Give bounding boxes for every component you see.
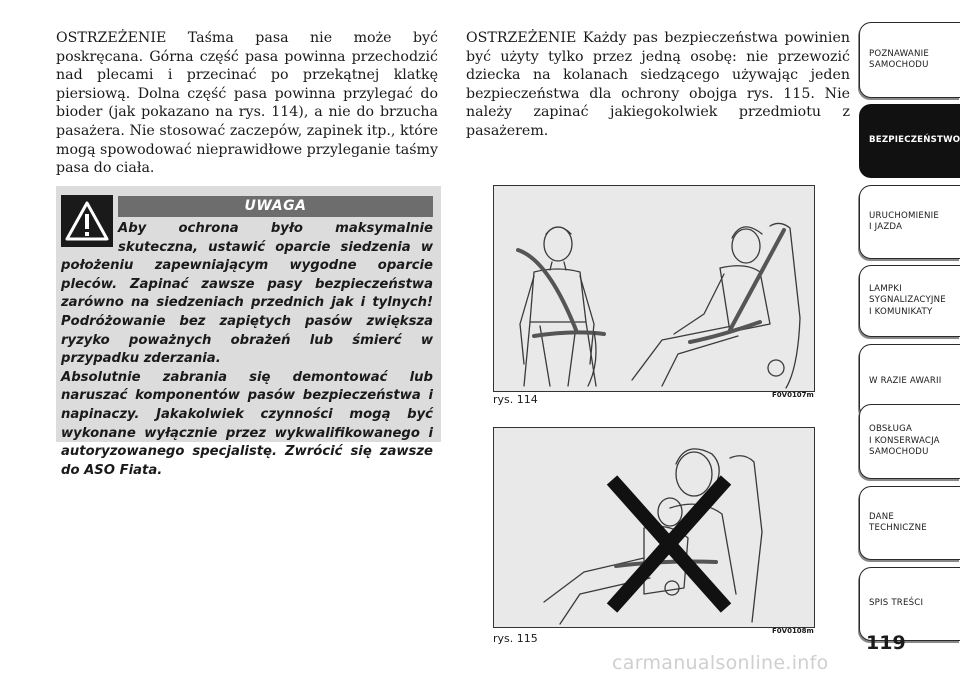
figure-115-illustration: [493, 427, 815, 628]
figure-115-caption: rys. 115: [493, 632, 538, 645]
tab-uruchomienie-i-jazda[interactable]: URUCHOMIENIE I JAZDA: [859, 185, 960, 259]
page-number: 119: [866, 632, 906, 654]
figure-115-code: F0V0108m: [772, 627, 814, 635]
right-paragraph: OSTRZEŻENIE Każdy pas bezpieczeństwa powinien być użyty tylko przez jedną osobę: nie przewozić dziecka na kolanach siedzącego używając jeden bezpieczeństwa dla ochrony obojga rys. 115. Nie należy zapinać jakiegokolwiek przedmiotu z pasażerem.: [466, 30, 850, 139]
warning-text-1: Aby ochrona było maksymalnie skuteczna, ustawić oparcie siedzenia w położeniu zapewniającym wygodne oparcie pleców. Zapinać zawsze pasy bezpieczeństwa zarówno na siedzeniach przednich jak i tylnych! Podróżowanie bez zapiętych pasów zwiększa ryzyko poważnych obrażeń lub śmierć w przypadku zderzania.: [61, 221, 433, 367]
tab-dane-techniczne[interactable]: DANE TECHNICZNE: [859, 486, 960, 560]
warning-text: [61, 220, 433, 480]
figure-114-caption: rys. 114: [493, 393, 538, 406]
figure-114-code: F0V0107m: [772, 391, 814, 399]
tab-obsluga-i-konserwacja[interactable]: OBSŁUGA I KONSERWACJA SAMOCHODU: [859, 404, 960, 479]
left-paragraph: OSTRZEŻENIE Taśma pasa nie może być poskręcana. Górna część pasa powinna przechodzić nad plecami i przecinać po przekątnej klatkę piersiową. Dolna część pasa powinna przylegać do bioder (jak pokazano na rys. 114), a nie do brzucha pasażera. Nie stosować zaczepów, zapinek itp., które mogą spowodować nieprawidłowe przyleganie taśmy pasa do ciała.: [56, 30, 438, 177]
warning-heading: UWAGA: [118, 196, 433, 217]
warning-text-2: Absolutnie zabrania się demontować lub naruszać komponentów pasów bezpieczeństwa i napinaczy. Jakakolwiek czynności mogą być wykonane wyłącznie przez wykwalifikowanego i autoryzowanego specjalistę. Zwrócić się zawsze do ASO Fiata.: [61, 369, 433, 478]
tab-spis-tresci[interactable]: SPIS TREŚCI: [859, 567, 960, 641]
watermark: carmanualsonline.info: [612, 652, 829, 674]
figure-114-illustration: [493, 185, 815, 392]
tab-lampki-sygnalizacyjne[interactable]: LAMPKI SYGNALIZACYJNE I KOMUNIKATY: [859, 265, 960, 337]
warning-box: [56, 186, 441, 478]
tab-poznawanie-samochodu[interactable]: POZNAWANIE SAMOCHODU: [859, 22, 960, 98]
tab-bezpieczenstwo[interactable]: BEZPIECZEŃSTWO: [859, 104, 960, 178]
tab-w-razie-awarii[interactable]: W RAZIE AWARII: [859, 344, 960, 419]
